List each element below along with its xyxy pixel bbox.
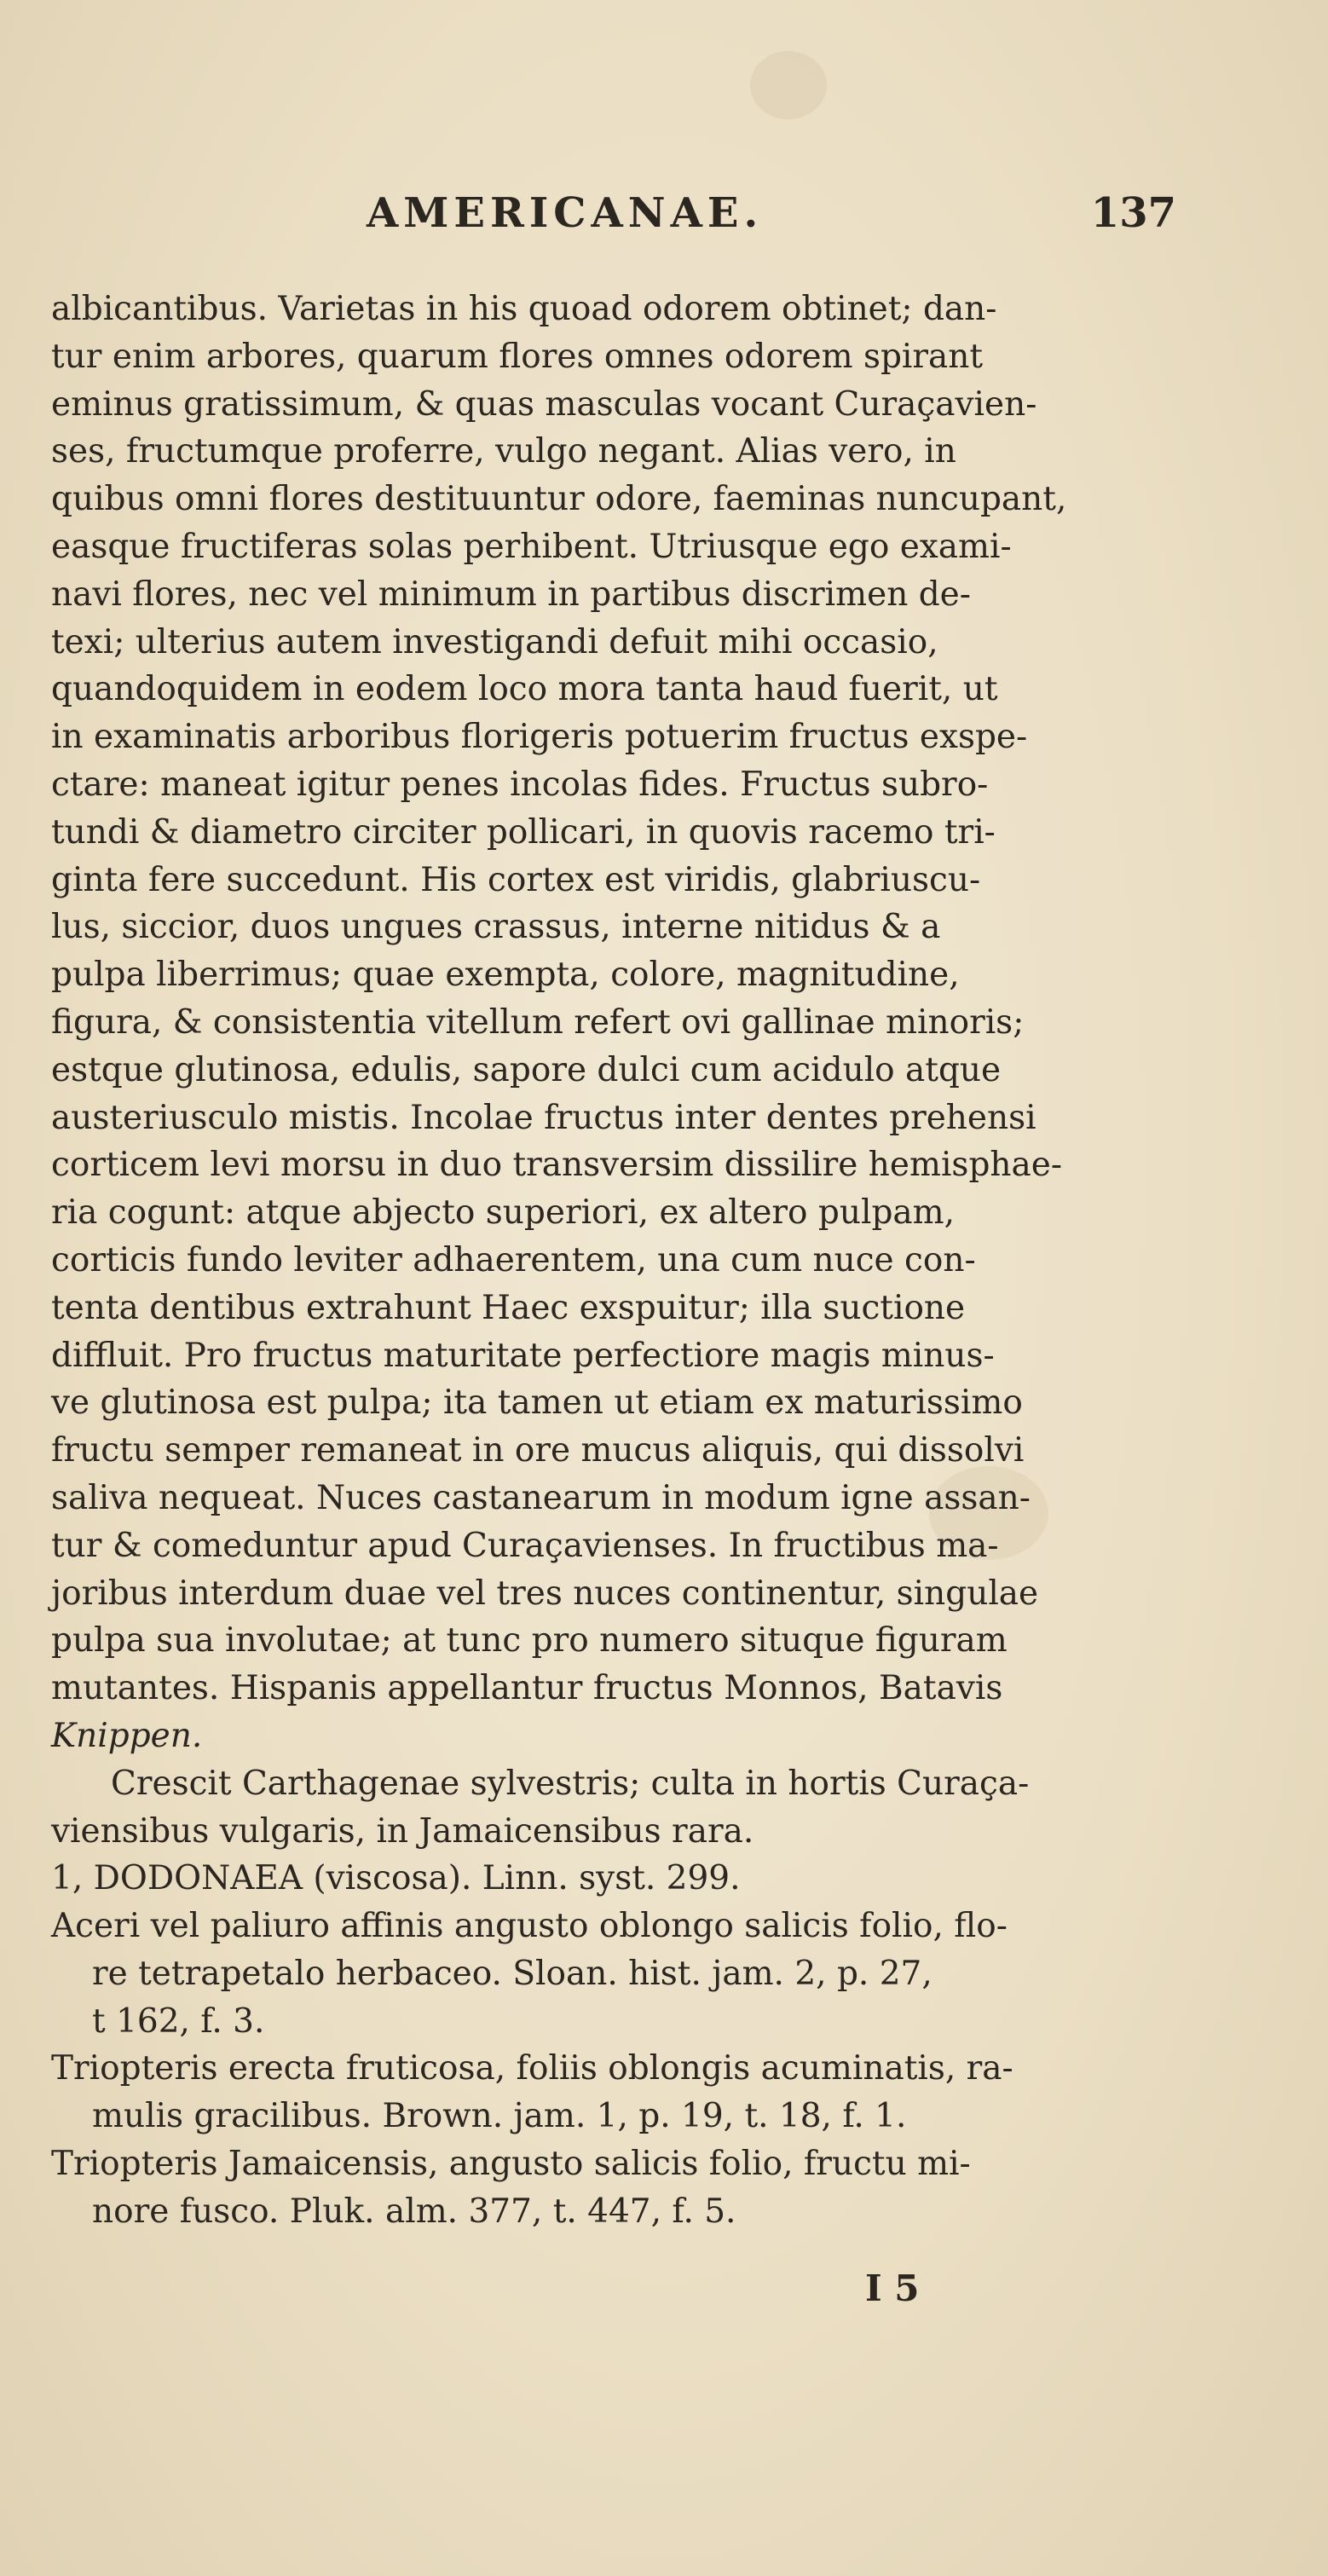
text-line: tenta dentibus extrahunt Haec exspuitur; illa suctione bbox=[51, 1288, 966, 1327]
text-line: in examinatis arboribus florigeris potuerim fructus exspe- bbox=[51, 718, 1028, 757]
synonym-line: Triopteris erecta fruticosa, foliis oblongis acuminatis, ra- bbox=[51, 2049, 1013, 2088]
text-line: pulpa sua involutae; at tunc pro numero situque figuram bbox=[51, 1621, 1008, 1661]
text-line: viensibus vulgaris, in Jamaicensibus rara. bbox=[51, 1811, 754, 1851]
running-head: AMERICANAE. bbox=[367, 189, 764, 237]
text-line: Crescit Carthagenae sylvestris; culta in hortis Curaça- bbox=[111, 1764, 1030, 1803]
text-line: ginta fere succedunt. His cortex est viridis, glabriuscu- bbox=[51, 860, 981, 899]
text-line: ctare: maneat igitur penes incolas fides. Fructus subro- bbox=[51, 765, 989, 804]
synonym-line: t 162, f. 3. bbox=[92, 2001, 265, 2041]
species-heading: 1, DODONAEA (viscosa). Linn. syst. 299. bbox=[51, 1859, 741, 1898]
synonym-line: nore fusco. Pluk. alm. 377, t. 447, f. 5. bbox=[92, 2192, 736, 2231]
text-line: tur enim arbores, quarum flores omnes odorem spirant bbox=[51, 337, 984, 376]
text-line: quibus omni flores destituuntur odore, faeminas nuncupant, bbox=[51, 480, 1067, 519]
text-line: pulpa liberrimus; quae exempta, colore, magnitudine, bbox=[51, 956, 960, 995]
text-line: ses, fructumque proferre, vulgo negant. Alias vero, in bbox=[51, 432, 956, 471]
text-line: mutantes. Hispanis appellantur fructus Monnos, Batavis bbox=[51, 1669, 1003, 1708]
text-line: quandoquidem in eodem loco mora tanta haud fuerit, ut bbox=[51, 670, 998, 709]
text-line: saliva nequeat. Nuces castanearum in modum igne assan- bbox=[51, 1478, 1031, 1517]
text-line: navi flores, nec vel minimum in partibus discrimen de- bbox=[51, 575, 971, 614]
page-header bbox=[367, 189, 1227, 249]
text-line: austeriusculo mistis. Incolae fructus inter dentes prehensi bbox=[51, 1098, 1036, 1137]
text-line: corticem levi morsu in duo transversim dissilire hemisphae- bbox=[51, 1146, 1063, 1185]
synonym-line: Aceri vel paliuro affinis angusto oblongo salicis folio, flo- bbox=[51, 1907, 1008, 1946]
text-line: estque glutinosa, edulis, sapore dulci cum acidulo atque bbox=[51, 1050, 1002, 1089]
text-line: ve glutinosa est pulpa; ita tamen ut etiam ex maturissimo bbox=[51, 1383, 1023, 1423]
text-line: ria cogunt: atque abjecto superiori, ex altero pulpam, bbox=[51, 1193, 956, 1233]
text-line: tundi & diametro circiter pollicari, in quovis racemo tri- bbox=[51, 812, 996, 852]
text-line: figura, & consistentia vitellum refert ovi gallinae minoris; bbox=[51, 1002, 1025, 1042]
paper-stain bbox=[750, 51, 827, 119]
text-line: diffluit. Pro fructus maturitate perfectiore magis minus- bbox=[51, 1336, 995, 1375]
page-number: 137 bbox=[1090, 189, 1176, 237]
text-line: corticis fundo leviter adhaerentem, una cum nuce con- bbox=[51, 1240, 976, 1279]
synonym-line: re tetrapetalo herbaceo. Sloan. hist. jam. 2, p. 27, bbox=[92, 1954, 932, 1993]
text-line: joribus interdum duae vel tres nuces continentur, singulae bbox=[51, 1574, 1039, 1613]
text-line: fructu semper remaneat in ore mucus aliquis, qui dissolvi bbox=[51, 1431, 1025, 1470]
body-text bbox=[51, 286, 1159, 2236]
text-line: albicantibus. Varietas in his quoad odorem obtinet; dan- bbox=[51, 290, 997, 328]
text-line: lus, siccior, duos ungues crassus, interne nitidus & a bbox=[51, 908, 941, 947]
synonym-line: mulis gracilibus. Brown. jam. 1, p. 19, t. 18, f. 1. bbox=[92, 2097, 907, 2136]
text-line: eminus gratissimum, & quas masculas vocant Curaçavien- bbox=[51, 384, 1037, 424]
text-line: tur & comeduntur apud Curaçavienses. In fructibus ma- bbox=[51, 1526, 999, 1565]
text-line: easque fructiferas solas perhibent. Utriusque ego exami- bbox=[51, 527, 1012, 566]
signature-mark: I 5 bbox=[865, 2267, 920, 2309]
text-line: texi; ulterius autem investigandi defuit mihi occasio, bbox=[51, 622, 938, 661]
synonym-line: Triopteris Jamaicensis, angusto salicis folio, fructu mi- bbox=[51, 2145, 971, 2184]
text-line: Knippen. bbox=[51, 1716, 203, 1755]
